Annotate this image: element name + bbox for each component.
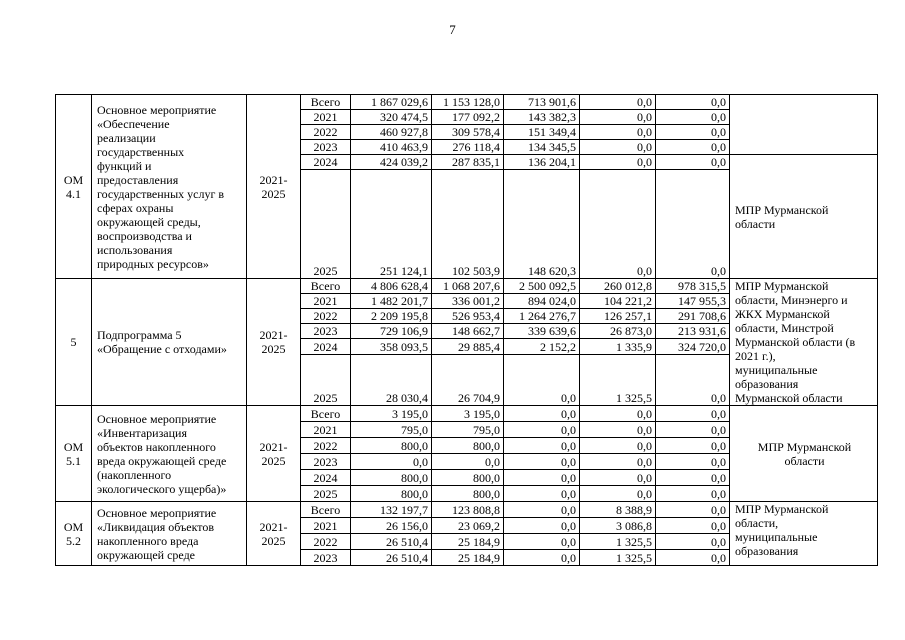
funding-value-col-1: 132 197,7 [351,502,432,518]
funding-value-col-3: 134 345,5 [504,140,580,155]
funding-value-col-5: 0,0 [656,454,730,470]
funding-value-col-2: 123 808,8 [432,502,504,518]
measure-code [56,95,92,279]
funding-value-col-2: 276 118,4 [432,140,504,155]
funding-value-col-1: 424 039,2 [351,155,432,170]
executor-line: Мурманской области [735,391,843,405]
measure-name-line: Основное мероприятие [97,411,217,426]
funding-value-col-5: 0,0 [656,486,730,502]
executor-line: образования [735,377,799,391]
year-label: 2022 [301,309,351,324]
funding-value-col-1: 26 510,4 [351,534,432,550]
funding-value-col-2: 148 662,7 [432,324,504,339]
year-label: Всего [301,502,351,518]
measure-name-line: окружающей среде [97,547,196,562]
funding-value-col-3: 148 620,3 [504,170,580,279]
measure-name-line: природных ресурсов» [97,256,209,271]
funding-value-col-3: 0,0 [504,502,580,518]
measure-name-line: государственных [97,144,185,159]
executor-line: области, Минэнерго и [735,293,848,307]
funding-value-col-2: 1 153 128,0 [432,95,504,110]
funding-value-col-3: 0,0 [504,534,580,550]
funding-value-col-5: 0,0 [656,125,730,140]
measure-code-line: 5.2 [66,533,81,548]
executor-line: области, [735,516,779,530]
funding-value-col-3: 0,0 [504,406,580,422]
funding-value-col-2: 23 069,2 [432,518,504,534]
funding-value-col-1: 28 030,4 [351,354,432,405]
funding-value-col-2: 25 184,9 [432,550,504,566]
funding-value-col-4: 0,0 [580,140,656,155]
measure-name-line: реализации [97,130,156,145]
year-label: 2024 [301,155,351,170]
funding-value-col-4: 104 221,2 [580,294,656,309]
executor-line: области [784,453,825,468]
measure-name-line: воспроизводства и [97,228,192,243]
measure-code [56,502,92,566]
measure-code [56,406,92,502]
year-label: 2021 [301,518,351,534]
measure-name-line: функций и [97,158,152,173]
measure-name-line: Основное мероприятие [97,102,217,117]
funding-value-col-4: 0,0 [580,438,656,454]
executor-line: области, Минстрой [735,321,834,335]
period-years-line: 2021- [259,328,288,342]
funding-value-col-5: 324 720,0 [656,339,730,354]
funding-value-col-1: 251 124,1 [351,170,432,279]
funding-value-col-2: 102 503,9 [432,170,504,279]
funding-value-col-2: 0,0 [432,454,504,470]
funding-value-col-5: 147 955,3 [656,294,730,309]
funding-value-col-5: 291 708,6 [656,309,730,324]
funding-value-col-4: 126 257,1 [580,309,656,324]
funding-value-col-5: 0,0 [656,470,730,486]
funding-value-col-1: 1 867 029,6 [351,95,432,110]
funding-value-col-3: 1 264 276,7 [504,309,580,324]
table-row [56,406,878,422]
funding-value-col-5: 0,0 [656,502,730,518]
measure-name-line: «Обеспечение [97,116,170,131]
funding-value-col-2: 309 578,4 [432,125,504,140]
funding-value-col-1: 1 482 201,7 [351,294,432,309]
funding-value-col-4: 3 086,8 [580,518,656,534]
funding-value-col-1: 460 927,8 [351,125,432,140]
funding-value-col-5: 0,0 [656,140,730,155]
responsible-executor [730,279,878,406]
executor-line: МПР Мурманской [735,202,829,217]
funding-value-col-2: 29 885,4 [432,339,504,354]
year-label: 2025 [301,486,351,502]
funding-value-col-1: 800,0 [351,438,432,454]
funding-value-col-3: 894 024,0 [504,294,580,309]
funding-value-col-4: 1 325,5 [580,534,656,550]
funding-value-col-4: 260 012,8 [580,279,656,294]
measure-name [92,95,247,279]
funding-value-col-4: 1 325,5 [580,550,656,566]
table-row [56,279,878,294]
period-years-line: 2025 [261,533,286,548]
funding-value-col-5: 0,0 [656,406,730,422]
funding-value-col-2: 800,0 [432,486,504,502]
funding-value-col-2: 526 953,4 [432,309,504,324]
funding-value-col-5: 0,0 [656,95,730,110]
funding-value-col-1: 26 156,0 [351,518,432,534]
measure-name-line: «Ликвидация объектов [97,519,215,534]
responsible-executor [730,502,878,566]
funding-value-col-3: 2 500 092,5 [504,279,580,294]
table-row [56,502,878,518]
funding-value-col-5: 0,0 [656,170,730,279]
funding-value-col-2: 800,0 [432,470,504,486]
year-label: 2021 [301,294,351,309]
funding-value-col-1: 320 474,5 [351,110,432,125]
year-label: 2021 [301,422,351,438]
executor-line: муниципальные [735,363,818,377]
measure-code-line: ОМ [63,519,84,534]
funding-value-col-1: 729 106,9 [351,324,432,339]
funding-value-col-2: 3 195,0 [432,406,504,422]
funding-value-col-2: 26 704,9 [432,354,504,405]
funding-value-col-4: 1 335,9 [580,339,656,354]
measure-name-line: «Инвентаризация [97,425,187,440]
year-label: 2023 [301,140,351,155]
funding-value-col-4: 0,0 [580,95,656,110]
period-years-line: 2021- [259,172,288,187]
funding-value-col-3: 0,0 [504,486,580,502]
year-label: 2023 [301,324,351,339]
period-years [247,406,301,502]
funding-value-col-5: 0,0 [656,438,730,454]
executor-line: МПР Мурманской [735,502,829,516]
year-label: 2021 [301,110,351,125]
funding-value-col-1: 4 806 628,4 [351,279,432,294]
funding-value-col-4: 26 873,0 [580,324,656,339]
funding-value-col-2: 1 068 207,6 [432,279,504,294]
measure-name-line: сферах охраны [97,200,174,215]
measure-code-line: ОМ [63,439,84,454]
year-label: Всего [301,406,351,422]
period-years [247,502,301,566]
measure-name-line: предоставления [97,172,179,187]
funding-value-col-4: 0,0 [580,406,656,422]
executor-line: 2021 г.), [735,349,776,363]
year-label: 2024 [301,339,351,354]
period-years [247,279,301,406]
executor-line: образования [735,544,799,558]
funding-value-col-4: 0,0 [580,470,656,486]
funding-value-col-4: 8 388,9 [580,502,656,518]
executor-line: Мурманской области (в [735,335,856,349]
period-years-line: 2021- [259,519,288,534]
year-label: 2025 [301,170,351,279]
funding-value-col-4: 0,0 [580,125,656,140]
period-years [247,95,301,279]
period-years-line: 2025 [261,186,286,201]
funding-value-col-1: 26 510,4 [351,550,432,566]
measure-code [56,279,92,406]
executor-line: области [735,216,776,231]
funding-value-col-2: 25 184,9 [432,534,504,550]
funding-value-col-3: 136 204,1 [504,155,580,170]
funding-value-col-2: 795,0 [432,422,504,438]
year-label: Всего [301,95,351,110]
funding-value-col-3: 143 382,3 [504,110,580,125]
responsible-executor [730,406,878,502]
funding-value-col-1: 800,0 [351,470,432,486]
funding-value-col-5: 0,0 [656,550,730,566]
period-years-line: 2025 [261,453,286,468]
funding-value-col-1: 410 463,9 [351,140,432,155]
funding-value-col-4: 0,0 [580,155,656,170]
funding-value-col-3: 339 639,6 [504,324,580,339]
table-row [56,95,878,110]
funding-value-col-5: 0,0 [656,354,730,405]
measure-name-line: (накопленного [97,467,172,482]
funding-value-col-1: 0,0 [351,454,432,470]
funding-value-col-4: 0,0 [580,486,656,502]
executor-line: МПР Мурманской [735,279,829,293]
responsible-executor [730,155,878,279]
funding-value-col-3: 2 152,2 [504,339,580,354]
measure-code-line: ОМ [63,172,84,187]
funding-value-col-2: 287 835,1 [432,155,504,170]
funding-value-col-5: 0,0 [656,155,730,170]
year-label: 2023 [301,550,351,566]
measure-name-line: накопленного вреда [97,533,199,548]
funding-value-col-3: 0,0 [504,422,580,438]
funding-value-col-4: 0,0 [580,110,656,125]
measure-code-line: 5 [70,335,77,349]
measure-code-line: 4.1 [66,186,81,201]
funding-value-col-2: 800,0 [432,438,504,454]
measure-name [92,406,247,502]
executor-line: ЖКХ Мурманской [735,307,830,321]
measure-name-line: экологического ущерба)» [97,481,227,496]
period-years-line: 2025 [261,342,286,356]
measure-name-line: использования [97,242,173,257]
funding-value-col-5: 213 931,6 [656,324,730,339]
funding-value-col-1: 358 093,5 [351,339,432,354]
measure-name-line: вреда окружающей среде [97,453,227,468]
funding-value-col-5: 0,0 [656,422,730,438]
year-label: 2023 [301,454,351,470]
funding-value-col-4: 0,0 [580,170,656,279]
executor-line: МПР Мурманской [757,439,852,454]
year-label: 2022 [301,534,351,550]
funding-value-col-4: 1 325,5 [580,354,656,405]
funding-value-col-2: 177 092,2 [432,110,504,125]
executor-empty [730,95,878,155]
funding-value-col-5: 0,0 [656,534,730,550]
funding-value-col-3: 713 901,6 [504,95,580,110]
funding-value-col-1: 795,0 [351,422,432,438]
funding-value-col-3: 0,0 [504,438,580,454]
measure-name-line: окружающей среды, [97,214,201,229]
funding-value-col-4: 0,0 [580,454,656,470]
funding-value-col-3: 0,0 [504,470,580,486]
funding-value-col-5: 978 315,5 [656,279,730,294]
funding-value-col-5: 0,0 [656,518,730,534]
funding-value-col-3: 0,0 [504,454,580,470]
funding-value-col-5: 0,0 [656,110,730,125]
year-label: 2024 [301,470,351,486]
measure-name-line: Подпрограмма 5 [97,328,182,342]
executor-line: муниципальные [735,530,818,544]
year-label: 2025 [301,354,351,405]
period-years-line: 2021- [259,439,288,454]
page-number: 7 [449,22,456,37]
funding-value-col-1: 800,0 [351,486,432,502]
funding-value-col-1: 3 195,0 [351,406,432,422]
funding-value-col-4: 0,0 [580,422,656,438]
funding-value-col-2: 336 001,2 [432,294,504,309]
measure-name-line: объектов накопленного [97,439,216,454]
measure-name-line: «Обращение с отходами» [97,342,227,356]
funding-value-col-3: 0,0 [504,518,580,534]
funding-value-col-1: 2 209 195,8 [351,309,432,324]
measure-name-line: государственных услуг в [97,186,225,201]
measure-name-line: Основное мероприятие [97,505,217,520]
measure-name [92,502,247,566]
year-label: Всего [301,279,351,294]
year-label: 2022 [301,125,351,140]
measure-code-line: 5.1 [66,453,81,468]
funding-value-col-3: 0,0 [504,550,580,566]
funding-value-col-3: 151 349,4 [504,125,580,140]
program-funding-table [55,94,878,566]
year-label: 2022 [301,438,351,454]
funding-value-col-3: 0,0 [504,354,580,405]
measure-name [92,279,247,406]
